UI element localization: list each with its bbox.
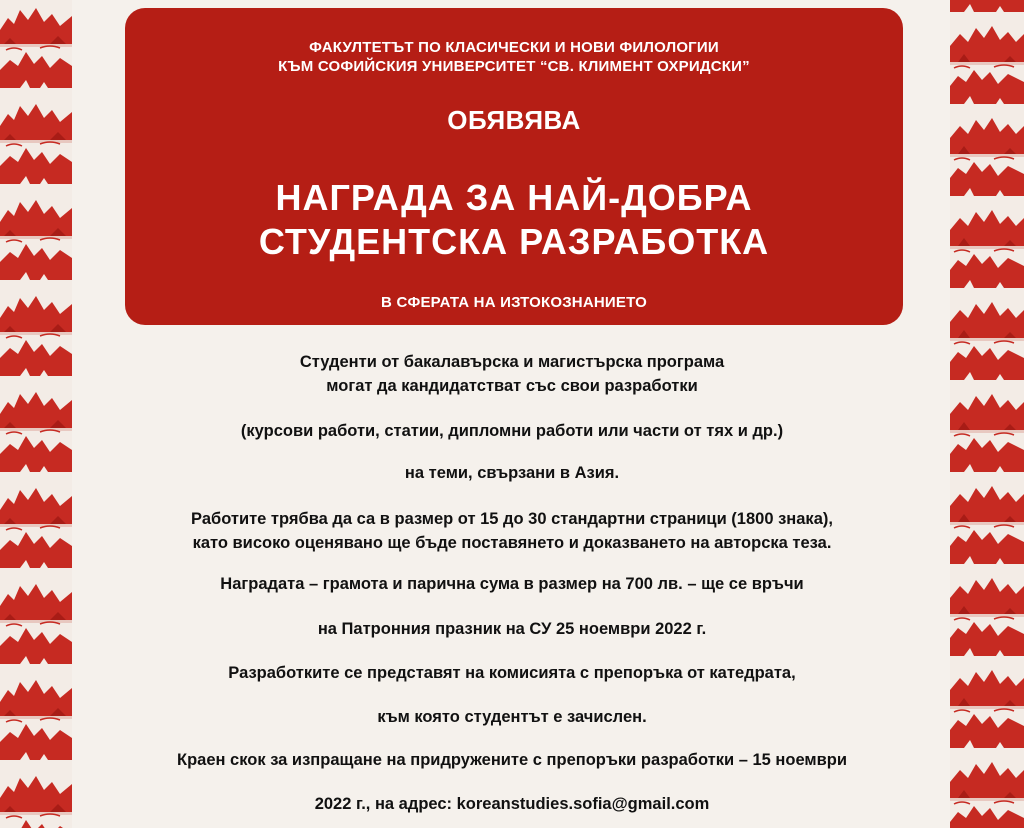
faculty-line-2: КЪМ СОФИЙСКИЯ УНИВЕРСИТЕТ “СВ. КЛИМЕНТ ОХРИДСКИ” — [278, 58, 750, 75]
field-subtitle: В СФЕРАТА НА ИЗТОКОЗНАНИЕТО — [381, 294, 647, 311]
paragraph-eligibility — [100, 350, 924, 398]
paragraph-submission: Разработките се представят на комисията с препоръка от катедрата, — [228, 664, 796, 682]
requirements-line-1: Работите трябва да са в размер от 15 до 30 стандартни страници (1800 знака), — [191, 510, 833, 528]
eligibility-line-1: Студенти от бакалавърска и магистърска програма — [299, 353, 725, 371]
left-decorative-border — [0, 0, 72, 828]
right-decorative-border — [950, 0, 1024, 828]
announces-heading: ОБЯВЯВА — [447, 105, 581, 135]
award-title-line-2: СТУДЕНТСКА РАЗРАБОТКА — [258, 221, 770, 262]
landscape-pattern-right — [950, 0, 1024, 828]
paragraph-prize: Наградата – грамота и парична сума в размер на 700 лв. – ще се връчи — [220, 575, 804, 593]
header-banner — [125, 8, 903, 325]
paragraph-ceremony: на Патронния празник на СУ 25 ноември 2022 г. — [317, 620, 707, 638]
requirements-line-2: като високо оценявано ще бъде поставянето и доказването на авторска теза. — [192, 534, 832, 552]
paragraph-requirements — [100, 507, 924, 555]
award-title — [125, 176, 903, 264]
award-title-line-1: НАГРАДА ЗА НАЙ-ДОБРА — [275, 177, 753, 218]
faculty-name — [125, 38, 903, 76]
landscape-pattern-left — [0, 0, 72, 828]
paragraph-topics: на теми, свързани в Азия. — [404, 464, 620, 482]
paragraph-department: към която студентът е зачислен. — [377, 708, 647, 726]
faculty-line-1: ФАКУЛТЕТЪТ ПО КЛАСИЧЕСКИ И НОВИ ФИЛОЛОГИИ — [309, 39, 719, 56]
paragraph-work-types: (курсови работи, статии, дипломни работи или части от тях и др.) — [240, 422, 784, 440]
paragraph-deadline: Краен скок за изпращане на придружените с препоръки разработки – 15 ноември — [177, 751, 847, 769]
eligibility-line-2: могат да кандидатстват със свои разработки — [326, 377, 698, 395]
paragraph-address: 2022 г., на адрес: koreanstudies.sofia@gmail.com — [314, 795, 710, 813]
